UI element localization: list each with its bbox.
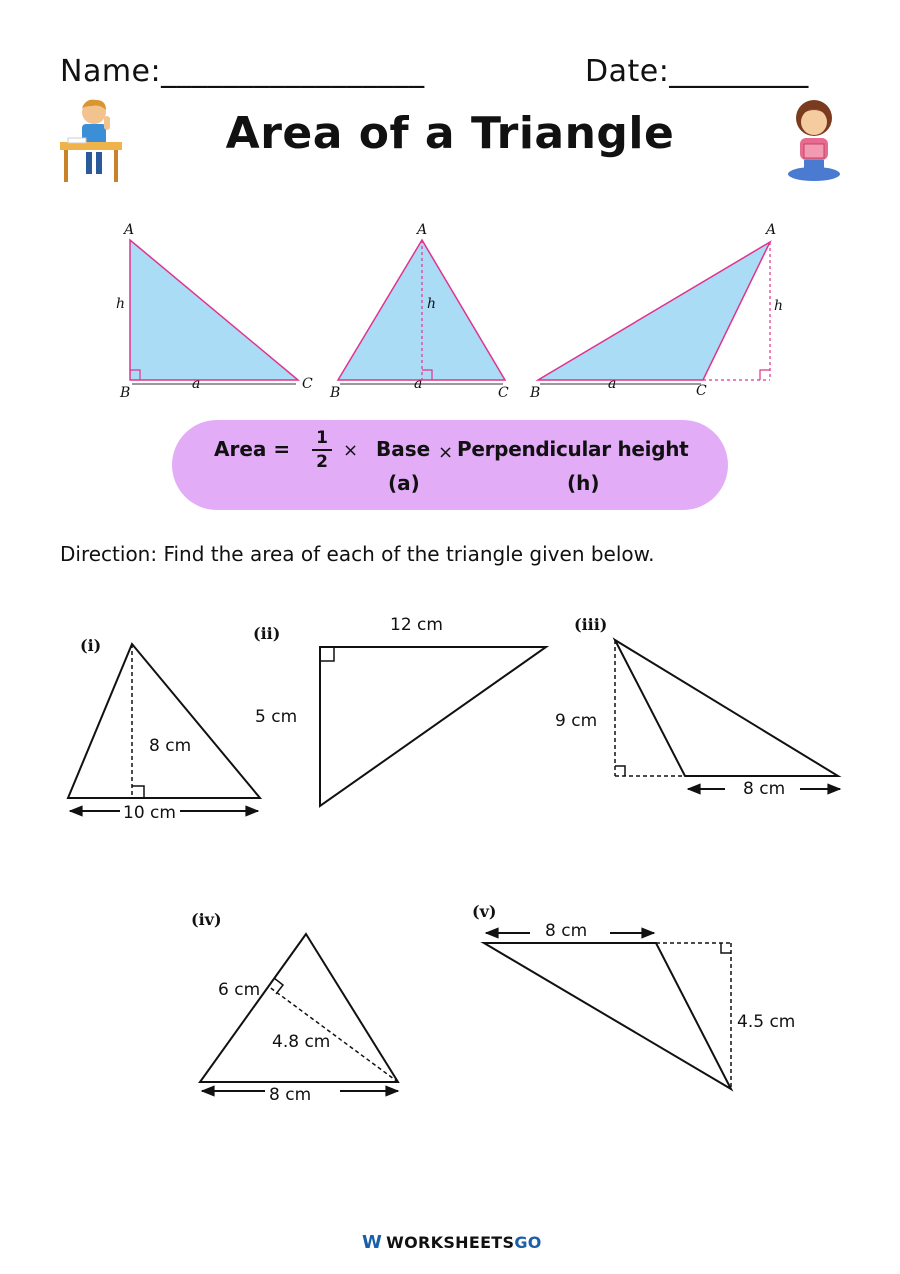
direction-text: Direction: Find the area of each of the triangle given below. <box>60 542 655 566</box>
triangle-iv <box>200 934 398 1091</box>
height-value: 8 cm <box>149 736 192 756</box>
top-side-value: 12 cm <box>390 615 443 635</box>
altitude-value: 4.8 cm <box>272 1032 331 1052</box>
height-label: h <box>427 296 437 312</box>
height-label: h <box>774 298 784 314</box>
problem-number: (iii) <box>574 615 608 634</box>
vertex-label: C <box>302 376 313 392</box>
vertex-label: A <box>124 222 135 238</box>
formula-fraction <box>312 428 332 472</box>
base-label: a <box>414 376 423 392</box>
right-triangle-diagram <box>130 240 298 384</box>
brand-name: WORKSHEETS <box>386 1233 515 1252</box>
problem-figures <box>0 600 900 1120</box>
times-symbol: × <box>438 442 454 463</box>
problem-number: (ii) <box>253 624 281 643</box>
vertex-label: A <box>417 222 428 238</box>
vertex-label: B <box>120 385 131 401</box>
problem-number: (i) <box>80 636 102 655</box>
base-label: a <box>608 376 617 392</box>
formula-base: Base <box>376 437 431 461</box>
formula-area-label: Area = <box>214 437 291 461</box>
fraction-bar <box>312 449 332 451</box>
reference-triangles-diagram <box>110 220 800 410</box>
times-symbol: × <box>343 440 359 461</box>
vertex-label: C <box>498 385 509 401</box>
height-value: 9 cm <box>555 711 598 731</box>
brand-name-go: GO <box>514 1233 542 1252</box>
brand-mark-icon: W <box>362 1232 383 1253</box>
triangle-ii <box>320 647 546 806</box>
formula-base-symbol: (a) <box>388 471 420 495</box>
name-field-label: Name:_________________ <box>60 54 425 89</box>
left-side-value: 5 cm <box>255 707 298 727</box>
triangle-i <box>68 644 260 811</box>
vertex-label: A <box>766 222 777 238</box>
fraction-numerator: 1 <box>316 428 328 448</box>
triangle-v <box>484 933 731 1089</box>
base-value: 8 cm <box>545 921 588 941</box>
girl-reading-illustration <box>782 96 846 184</box>
vertex-label: B <box>530 385 541 401</box>
vertex-label: B <box>330 385 341 401</box>
height-value: 4.5 cm <box>737 1012 796 1032</box>
date-field-label: Date:_________ <box>585 54 809 89</box>
formula-height: Perpendicular height <box>457 437 689 461</box>
side-value: 6 cm <box>218 980 261 1000</box>
fraction-denominator: 2 <box>316 451 328 472</box>
base-value: 8 cm <box>743 779 786 799</box>
problem-number: (iv) <box>191 910 222 929</box>
height-label: h <box>116 296 126 312</box>
formula-box <box>172 420 728 510</box>
triangle-iii <box>615 640 840 789</box>
problem-number: (v) <box>472 902 497 921</box>
page-title: Area of a Triangle <box>225 108 675 159</box>
worksheetsgo-logo <box>362 1232 542 1253</box>
base-label: a <box>192 376 201 392</box>
acute-triangle-diagram <box>338 240 505 384</box>
formula-height-symbol: (h) <box>567 471 600 495</box>
vertex-label: C <box>696 383 707 399</box>
obtuse-triangle-diagram <box>538 242 770 384</box>
base-value: 8 cm <box>269 1085 312 1105</box>
base-value: 10 cm <box>123 803 176 823</box>
